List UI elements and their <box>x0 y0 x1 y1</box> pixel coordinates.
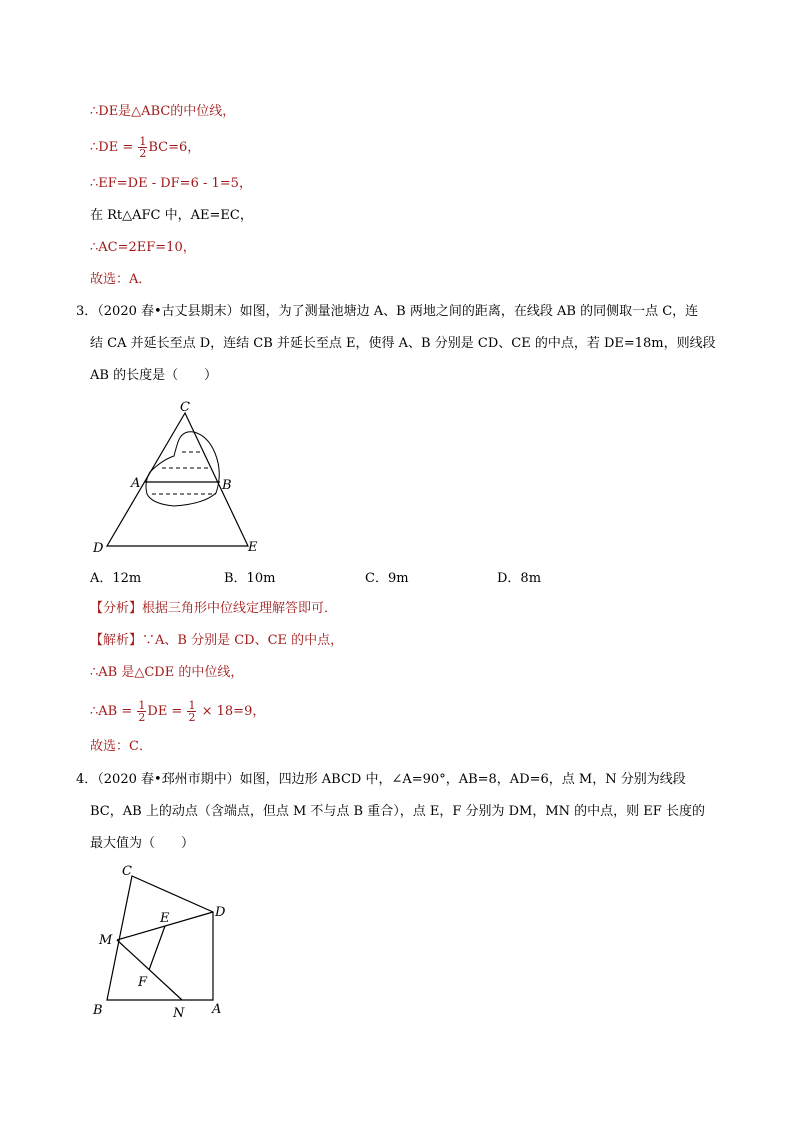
option-c: C．9m <box>365 571 409 586</box>
fraction <box>138 136 147 159</box>
fraction-numerator: 1 <box>188 699 196 712</box>
fraction <box>137 700 146 723</box>
solution-line: ∴AB 是△CDE 的中位线， <box>90 665 244 680</box>
question-text: （2020 春•邳州市期中）如图，四边形 ABCD 中，∠A=90°，AB=8，AD=6，点 M，N 分别为线段 <box>97 772 686 787</box>
label-F: F <box>138 975 148 990</box>
label-N: N <box>173 1006 185 1021</box>
question-3-line-2: 结 CA 并延长至点 D，连结 CB 并延长至点 E，使得 A、B 分别是 CD、CE 的中点，若 DE=18m，则线段 <box>90 336 716 351</box>
label-D: D <box>93 541 104 556</box>
fraction <box>187 700 196 723</box>
fraction-denominator: 2 <box>138 711 146 724</box>
question-4-line-3: 最大值为（ ） <box>90 836 195 851</box>
question-4-line-1 <box>76 770 686 790</box>
solution-line-fraction <box>90 700 265 723</box>
label-B: B <box>222 478 232 493</box>
question-3-line-3: AB 的长度是（ ） <box>90 368 218 383</box>
question-3-line-1 <box>76 302 698 322</box>
option-a: A．12m <box>90 571 142 586</box>
label-C: C <box>122 864 132 879</box>
fraction-denominator: 2 <box>188 711 196 724</box>
solution-text: DE = <box>147 704 183 719</box>
question-4-line-2: BC，AB 上的动点（含端点，但点 M 不与点 B 重合），点 E，F 分别为 DM，MN 的中点，则 EF 长度的 <box>90 804 705 819</box>
label-M: M <box>99 933 113 948</box>
answer-line: 故选：A． <box>90 272 152 287</box>
solution-text: BC=6， <box>148 140 201 155</box>
label-A: A <box>131 476 141 491</box>
label-E: E <box>248 540 258 555</box>
solution-line: ∴DE是△ABC的中位线， <box>90 104 236 119</box>
solution-line-fraction <box>90 136 200 159</box>
pond-triangle-figure <box>90 398 270 558</box>
label-C: C <box>180 400 190 415</box>
option-b: B．10m <box>224 571 276 586</box>
answer-line: 故选：C． <box>90 739 152 754</box>
option-d: D．8m <box>497 571 542 586</box>
solution-text: × 18=9， <box>201 704 266 719</box>
question-number: 4． <box>76 772 98 787</box>
question-text: （2020 春•古丈县期末）如图，为了测量池塘边 A、B 两地之间的距离，在线段 AB 的同侧取一点 C，连 <box>97 304 699 319</box>
fraction-numerator: 1 <box>139 135 147 148</box>
solution-text: ∴AB = <box>90 704 133 719</box>
quadrilateral-figure <box>88 862 248 1022</box>
label-D: D <box>215 905 226 920</box>
fraction-numerator: 1 <box>138 699 146 712</box>
label-E: E <box>160 911 170 926</box>
label-A: A <box>212 1002 222 1017</box>
solution-line: ∴AC=2EF=10， <box>90 240 196 255</box>
solution-line: ∴EF=DE - DF=6 - 1=5， <box>90 176 252 191</box>
fraction-denominator: 2 <box>139 147 147 160</box>
solution-line: 在 Rt△AFC 中，AE=EC， <box>90 208 253 223</box>
label-B: B <box>93 1003 103 1018</box>
solution-text: ∴DE = <box>90 140 134 155</box>
analysis-line: 【分析】根据三角形中位线定理解答即可． <box>90 601 338 616</box>
solution-line: 【解析】∵A、B 分别是 CD、CE 的中点， <box>90 633 344 648</box>
question-number: 3． <box>76 304 98 319</box>
